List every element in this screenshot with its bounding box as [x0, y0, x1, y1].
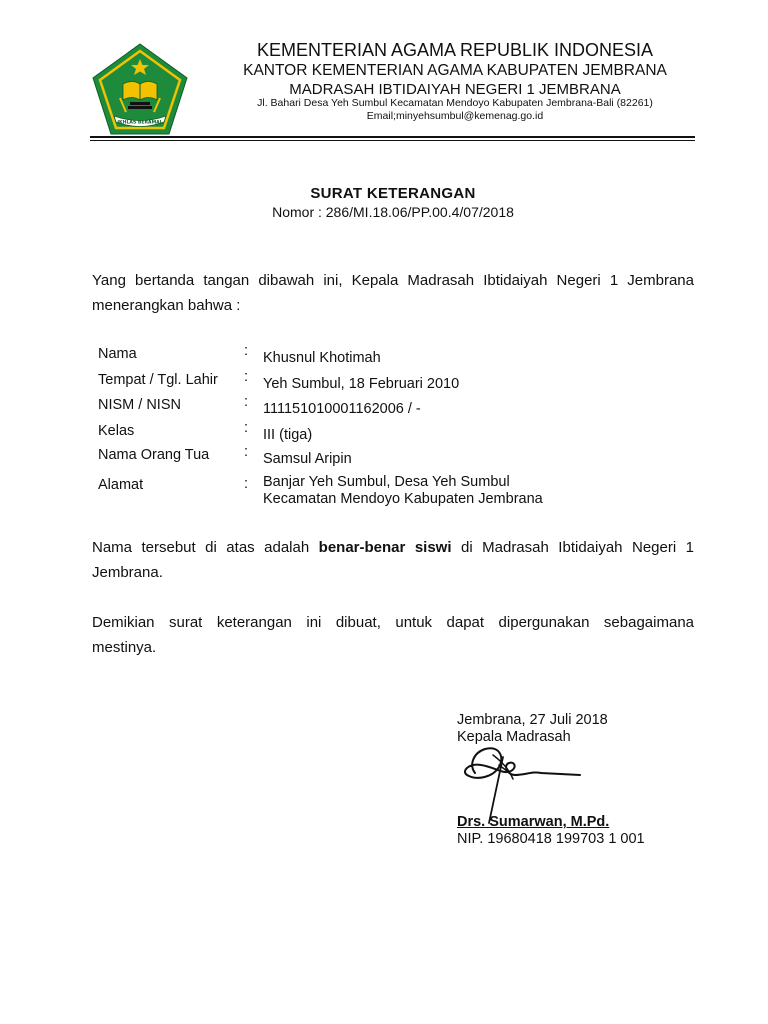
- identity-value: III (tiga): [263, 427, 313, 443]
- statement-text-end: di Madrasah Ibtidaiyah Negeri 1: [451, 539, 694, 556]
- statement-paragraph: [92, 535, 694, 585]
- closing-line-2: mestinya.: [92, 639, 157, 656]
- office-name: KANTOR KEMENTERIAN AGAMA KABUPATEN JEMBRANA: [243, 62, 667, 79]
- identity-label: NISM / NISN: [98, 397, 181, 413]
- logo-ribbon-text: IKHLAS BERAMAL: [117, 120, 163, 126]
- identity-value: 111151010001162006 / -: [263, 401, 421, 417]
- signature-position: Kepala Madrasah: [457, 729, 571, 745]
- identity-value: [263, 474, 543, 508]
- kemenag-logo: [90, 42, 190, 138]
- closing-line-1: Demikian surat keterangan ini dibuat, untuk dapat dipergunakan sebagaimana: [92, 614, 694, 631]
- opening-line-2: menerangkan bahwa :: [92, 297, 241, 314]
- identity-colon: :: [244, 394, 249, 410]
- letterhead-rule-thick: [90, 136, 695, 138]
- address-line-1: Banjar Yeh Sumbul, Desa Yeh Sumbul: [263, 474, 510, 490]
- opening-line-1: Yang bertanda tangan dibawah ini, Kepala Madrasah Ibtidaiyah Negeri 1 Jembrana: [92, 272, 694, 289]
- identity-colon: :: [244, 343, 249, 359]
- identity-label: Nama Orang Tua: [98, 447, 210, 463]
- identity-colon: :: [244, 420, 249, 436]
- address-line-2: Kecamatan Mendoyo Kabupaten Jembrana: [263, 491, 543, 507]
- letterhead-rule-thin: [90, 140, 695, 141]
- identity-value: Khusnul Khotimah: [263, 350, 381, 366]
- opening-paragraph: [92, 268, 694, 318]
- letter-title: SURAT KETERANGAN: [310, 185, 476, 202]
- identity-label: Kelas: [98, 423, 135, 439]
- identity-label: Tempat / Tgl. Lahir: [98, 372, 218, 388]
- signatory-nip: NIP. 19680418 199703 1 001: [457, 831, 645, 847]
- identity-label: Nama: [98, 346, 137, 362]
- statement-emphasis: benar-benar siswi: [318, 539, 452, 556]
- school-address: Jl. Bahari Desa Yeh Sumbul Kecamatan Mendoyo Kabupaten Jembrana-Bali (82261): [257, 97, 653, 109]
- school-email: Email;minyehsumbul@kemenag.go.id: [366, 110, 544, 122]
- closing-paragraph: [92, 610, 694, 660]
- identity-colon: :: [244, 476, 249, 492]
- identity-colon: :: [244, 369, 249, 385]
- statement-line-2: Jembrana.: [92, 564, 163, 581]
- signatory-name: Drs. Sumarwan, M.Pd.: [457, 814, 610, 830]
- letter-number: Nomor : 286/MI.18.06/PP.00.4/07/2018: [272, 204, 514, 220]
- identity-colon: :: [244, 444, 249, 460]
- identity-value: Yeh Sumbul, 18 Februari 2010: [263, 376, 460, 392]
- identity-value: Samsul Aripin: [263, 451, 352, 467]
- identity-label: Alamat: [98, 477, 144, 493]
- statement-text: Nama tersebut di atas adalah: [92, 539, 319, 556]
- school-name: MADRASAH IBTIDAIYAH NEGERI 1 JEMBRANA: [289, 81, 621, 98]
- statement-line-1: [92, 535, 694, 560]
- ministry-name: KEMENTERIAN AGAMA REPUBLIK INDONESIA: [256, 40, 654, 60]
- signature-place-date: Jembrana, 27 Juli 2018: [457, 712, 608, 728]
